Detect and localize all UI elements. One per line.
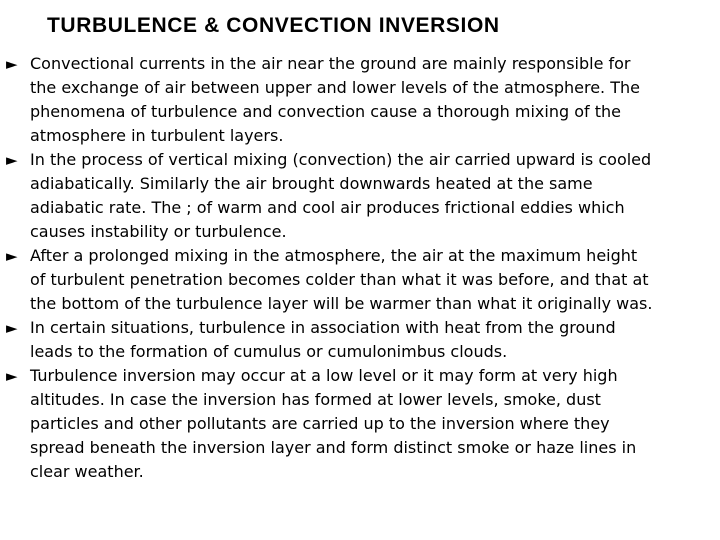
bullet-text-line: After a prolonged mixing in the atmosphere, the air at the maximum height xyxy=(30,246,638,265)
bullet-text-line: In the process of vertical mixing (convection) the air carried upward is cooled xyxy=(30,150,652,169)
bullet-pointer-icon: ► xyxy=(6,55,18,73)
bullet-text-line: spread beneath the inversion layer and form distinct smoke or haze lines in xyxy=(30,438,637,457)
bullet-text-line: phenomena of turbulence and convection cause a thorough mixing of the xyxy=(30,102,621,121)
bullet-pointer-icon: ► xyxy=(6,247,18,265)
bullet-item xyxy=(6,148,712,244)
bullet-text-line: Turbulence inversion may occur at a low level or it may form at very high xyxy=(30,366,618,385)
bullet-list xyxy=(6,52,712,484)
bullet-item xyxy=(6,244,712,316)
bullet-pointer-icon: ► xyxy=(6,367,18,385)
bullet-text-line: causes instability or turbulence. xyxy=(30,222,287,241)
bullet-text-line: leads to the formation of cumulus or cumulonimbus clouds. xyxy=(30,342,508,361)
bullet-text-line: the exchange of air between upper and lower levels of the atmosphere. The xyxy=(30,78,640,97)
bullet-text-line: In certain situations, turbulence in association with heat from the ground xyxy=(30,318,616,337)
bullet-text-line: Convectional currents in the air near the ground are mainly responsible for xyxy=(30,54,631,73)
bullet-pointer-icon: ► xyxy=(6,319,18,337)
bullet-text-line: adiabatically. Similarly the air brought downwards heated at the same xyxy=(30,174,593,193)
bullet-text-line: adiabatic rate. The ; of warm and cool air produces frictional eddies which xyxy=(30,198,625,217)
bullet-item xyxy=(6,364,712,484)
slide-title: TURBULENCE & CONVECTION INVERSION xyxy=(47,14,500,37)
bullet-pointer-icon: ► xyxy=(6,151,18,169)
bullet-text-line: altitudes. In case the inversion has formed at lower levels, smoke, dust xyxy=(30,390,601,409)
bullet-text-line: clear weather. xyxy=(30,462,144,481)
bullet-item xyxy=(6,316,712,364)
bullet-text-line: the bottom of the turbulence layer will be warmer than what it originally was. xyxy=(30,294,653,313)
bullet-text-line: of turbulent penetration becomes colder than what it was before, and that at xyxy=(30,270,649,289)
bullet-item xyxy=(6,52,712,148)
bullet-text-line: atmosphere in turbulent layers. xyxy=(30,126,284,145)
bullet-text-line: particles and other pollutants are carried up to the inversion where they xyxy=(30,414,610,433)
